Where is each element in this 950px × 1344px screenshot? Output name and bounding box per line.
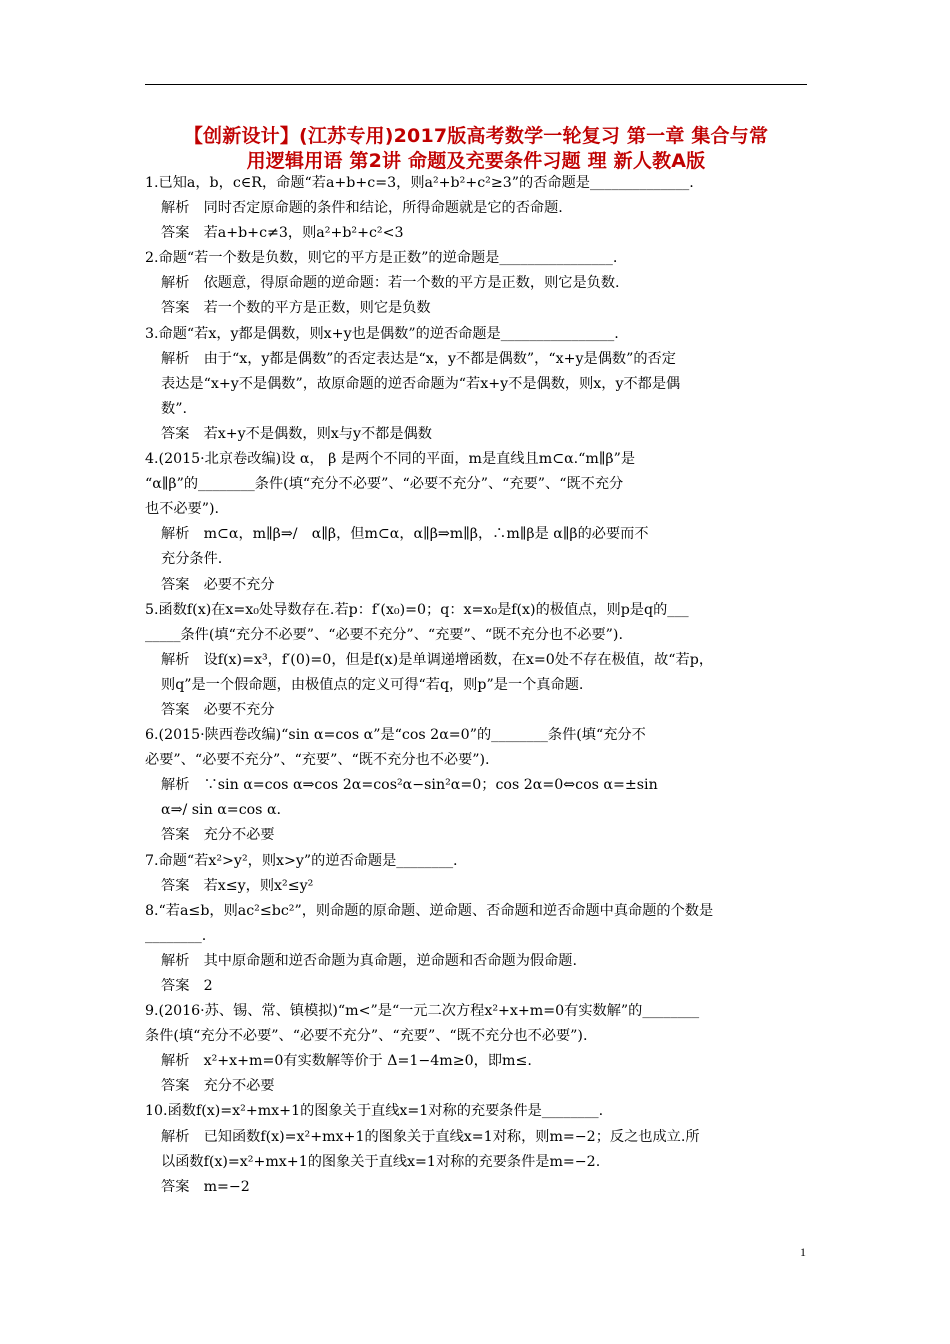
text-line: 答案 必要不充分: [161, 576, 275, 593]
text-line: 解析 其中原命题和逆否命题为真命题，逆命题和否命题为假命题.: [161, 952, 577, 969]
text-line: 也不必要”).: [145, 501, 220, 518]
text-line: 解析 ∵sin α=cos α⇒cos 2α=cos²α−sin²α=0；cos 2α=0⇔cos α=±sin: [161, 777, 658, 794]
text-line: 9.(2016·苏、锡、常、镇模拟)“m<”是“一元二次方程x²+x+m=0有实数解”的________: [145, 1003, 700, 1020]
text-line: ________.: [145, 927, 207, 944]
document-body: [145, 171, 810, 1200]
text-line: 解析 由于“x，y都是偶数”的否定表达是“x，y不都是偶数”，“x+y是偶数”的否定: [161, 350, 676, 367]
page-number: 1: [800, 1245, 806, 1259]
text-line: 必要”、“必要不充分”、“充要”、“既不充分也不必要”).: [145, 752, 490, 769]
text-line: 答案 若一个数的平方是正数，则它是负数: [161, 300, 431, 317]
text-line: 数”.: [161, 400, 187, 417]
text-line: 表达是“x+y不是偶数”，故原命题的逆否命题为“若x+y不是偶数，则x，y不都是偶: [161, 375, 681, 392]
text-line: 条件(填“充分不必要”、“必要不充分”、“充要”、“既不充分也不必要”).: [145, 1028, 588, 1045]
text-line: 2.命题“若一个数是负数，则它的平方是正数”的逆命题是________________.: [145, 250, 618, 267]
text-line: 答案 m=−2: [161, 1178, 250, 1195]
text-line: 7.命题“若x²>y²，则x>y”的逆否命题是________.: [145, 852, 458, 869]
text-line: 4.(2015·北京卷改编)设 α， β 是两个不同的平面，m是直线且m⊂α.“m∥β”是: [145, 451, 636, 468]
text-line: 解析 x²+x+m=0有实数解等价于 Δ=1−4m≥0，即m≤.: [161, 1053, 532, 1070]
text-line: 解析 设f(x)=x³，f′(0)=0，但是f(x)是单调递增函数，在x=0处不存在极值，故“若p，: [161, 651, 714, 668]
text-line: 答案 若x+y不是偶数，则x与y不都是偶数: [161, 425, 432, 442]
text-line: 答案 2: [161, 978, 213, 994]
text-line: 8.“若a≤b，则ac²≤bc²”，则命题的原命题、逆命题、否命题和逆否命题中真命题的个数是: [145, 902, 714, 919]
text-line: 10.函数f(x)=x²+mx+1的图象关于直线x=1对称的充要条件是________.: [145, 1103, 604, 1120]
text-line: 6.(2015·陕西卷改编)“sin α=cos α”是“cos 2α=0”的________条件(填“充分不: [145, 727, 646, 744]
header-rule: [145, 84, 807, 85]
text-line: 解析 依题意，得原命题的逆命题：若一个数的平方是正数，则它是负数.: [161, 275, 620, 292]
title-line-1: 【创新设计】(江苏专用)2017版高考数学一轮复习 第一章 集合与常: [183, 125, 769, 147]
document-title: [140, 124, 812, 174]
text-line: α⇒/ sin α=cos α.: [161, 802, 282, 819]
text-line: 5.函数f(x)在x=x₀处导数存在.若p：f′(x₀)=0；q：x=x₀是f(x)的极值点，则p是q的___: [145, 601, 689, 618]
text-line: 以函数f(x)=x²+mx+1的图象关于直线x=1对称的充要条件是m=−2.: [161, 1153, 601, 1170]
text-line: “α∥β”的________条件(填“充分不必要”、“必要不充分”、“充要”、“既不充分: [145, 476, 624, 493]
text-line: 1.已知a，b，c∈R，命题“若a+b+c=3，则a²+b²+c²≥3”的否命题是______________.: [145, 175, 694, 191]
title-line-2: 用逻辑用语 第2讲 命题及充要条件习题 理 新人教A版: [246, 150, 706, 172]
text-line: 答案 若a+b+c≠3，则a²+b²+c²<3: [161, 225, 404, 242]
text-line: 解析 同时否定原命题的条件和结论，所得命题就是它的否命题.: [161, 200, 563, 217]
text-line: 3.命题“若x，y都是偶数，则x+y也是偶数”的逆否命题是________________.: [145, 325, 619, 342]
text-line: _____条件(填“充分不必要”、“必要不充分”、“充要”、“既不充分也不必要”).: [145, 626, 623, 643]
text-line: 答案 若x≤y，则x²≤y²: [161, 877, 314, 894]
text-line: 则q”是一个假命题，由极值点的定义可得“若q，则p”是一个真命题.: [161, 676, 584, 693]
text-line: 解析 已知函数f(x)=x²+mx+1的图象关于直线x=1对称，则m=−2；反之也成立.所: [161, 1128, 700, 1145]
text-line: 充分条件.: [161, 551, 223, 568]
text-line: 解析 m⊂α，m∥β⇒/ α∥β，但m⊂α，α∥β⇒m∥β，∴m∥β是 α∥β的必要而不: [161, 526, 649, 543]
text-line: 答案 充分不必要: [161, 1078, 275, 1095]
text-line: 答案 充分不必要: [161, 827, 275, 844]
text-line: 答案 必要不充分: [161, 701, 275, 718]
